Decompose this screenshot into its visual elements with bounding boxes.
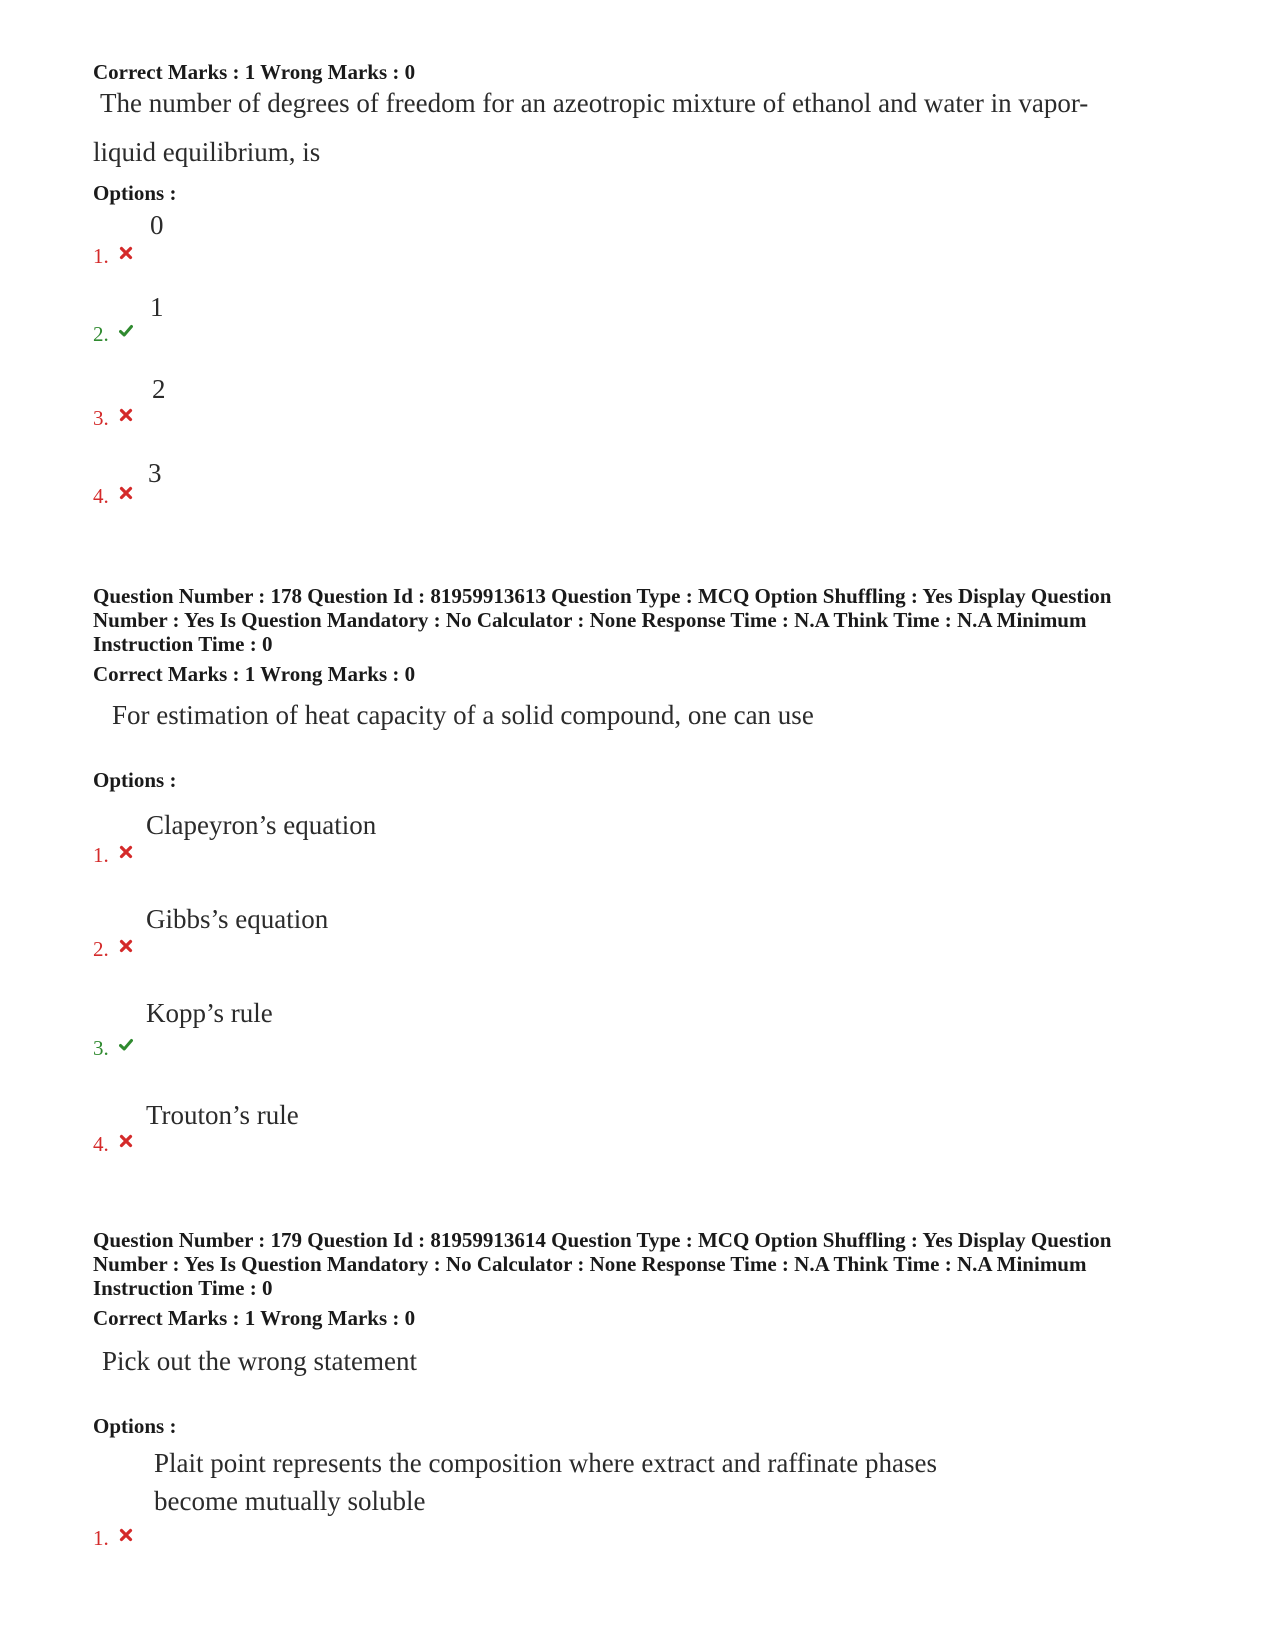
option-number: 1.	[93, 1526, 109, 1550]
option-number: 1.	[93, 244, 109, 268]
option-number: 2.	[93, 322, 109, 346]
q177-option-4-text: 3	[148, 458, 162, 488]
cross-icon	[119, 1528, 133, 1542]
q178-option-2-label	[93, 937, 133, 962]
q177-option-3-label	[93, 406, 133, 431]
q178-header-line1: Question Number : 178 Question Id : 81959913613 Question Type : MCQ Option Shuffling : Yes Display Question	[93, 584, 1112, 608]
cross-icon	[119, 408, 133, 422]
q177-option-4-label	[93, 484, 133, 509]
q178-options-label: Options :	[93, 768, 177, 792]
q179-question: Pick out the wrong statement	[102, 1346, 417, 1376]
q179-header-line2: Number : Yes Is Question Mandatory : No Calculator : None Response Time : N.A Think Time : N.A Minimum	[93, 1252, 1087, 1276]
q178-option-1-label	[93, 843, 133, 868]
q178-header-line2: Number : Yes Is Question Mandatory : No Calculator : None Response Time : N.A Think Time : N.A Minimum	[93, 608, 1087, 632]
option-number: 1.	[93, 843, 109, 867]
q178-option-2-text: Gibbs’s equation	[146, 904, 329, 934]
q178-option-1-text: Clapeyron’s equation	[146, 810, 377, 840]
q178-option-4-text: Trouton’s rule	[146, 1100, 299, 1130]
cross-icon	[119, 845, 133, 859]
q177-options-label: Options :	[93, 181, 177, 205]
option-number: 4.	[93, 484, 109, 508]
option-number: 3.	[93, 406, 109, 430]
q177-option-2-label	[93, 322, 133, 347]
q179-option-1-text-line1: Plait point represents the composition where extract and raffinate phases	[154, 1448, 937, 1478]
q178-option-3-text: Kopp’s rule	[146, 998, 273, 1028]
q179-option-1-text-line2: become mutually soluble	[154, 1486, 426, 1516]
q179-header-line1: Question Number : 179 Question Id : 81959913614 Question Type : MCQ Option Shuffling : Yes Display Question	[93, 1228, 1112, 1252]
cross-icon	[119, 939, 133, 953]
q179-marks: Correct Marks : 1 Wrong Marks : 0	[93, 1306, 416, 1330]
q178-question: For estimation of heat capacity of a solid compound, one can use	[112, 700, 814, 730]
q177-option-2-text: 1	[150, 292, 164, 322]
q178-option-4-label	[93, 1132, 133, 1157]
cross-icon	[119, 1134, 133, 1148]
q177-option-3-text: 2	[152, 374, 166, 404]
check-icon	[119, 324, 133, 338]
q179-option-1-label	[93, 1526, 133, 1551]
q178-marks: Correct Marks : 1 Wrong Marks : 0	[93, 662, 416, 686]
q177-option-1-text: 0	[150, 210, 164, 240]
cross-icon	[119, 486, 133, 500]
q178-header-line3: Instruction Time : 0	[93, 632, 273, 656]
option-number: 4.	[93, 1132, 109, 1156]
q179-options-label: Options :	[93, 1414, 177, 1438]
q177-question-line1: The number of degrees of freedom for an azeotropic mixture of ethanol and water in vapor-	[100, 88, 1089, 118]
option-number: 2.	[93, 937, 109, 961]
q177-option-1-label	[93, 244, 133, 269]
option-number: 3.	[93, 1036, 109, 1060]
q179-header-line3: Instruction Time : 0	[93, 1276, 273, 1300]
q177-marks: Correct Marks : 1 Wrong Marks : 0	[93, 60, 416, 84]
q178-option-3-label	[93, 1036, 133, 1061]
q177-question-line2: liquid equilibrium, is	[93, 137, 321, 167]
cross-icon	[119, 246, 133, 260]
check-icon	[119, 1038, 133, 1052]
